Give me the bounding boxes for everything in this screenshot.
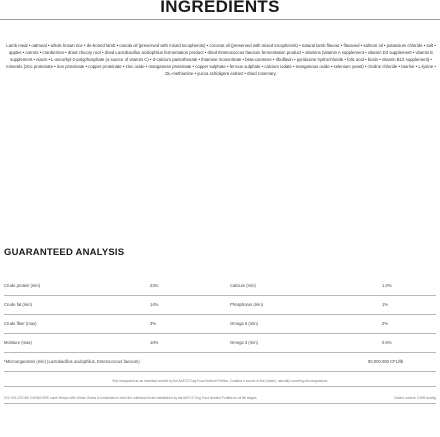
row-divider (4, 314, 436, 315)
nutrient-value: 3% (150, 321, 157, 326)
row-divider (4, 352, 436, 353)
nutrient-name: Omega 6 (min) (230, 321, 258, 326)
row-divider (4, 295, 436, 296)
nutrient-value: 23% (150, 283, 159, 288)
footnote: *Not recognized as an essential nutrient by the AAFCO Dog Food Nutrient Profiles. Contains a source of live (viable), naturally occurring microorganisms. (111, 379, 329, 383)
footnote-divider (4, 386, 436, 387)
nutrient-value: 1% (382, 302, 389, 307)
nutrient-name: Omega 3 (min) (230, 340, 258, 345)
ingredients-list: Lamb meal • oatmeal • whole brown rice • de-boned lamb • canola oil (preserved with mixed tocopherols) • coconut oil (preserved with mixed tocopherols) • natural lamb flavour • flaxseed • salmon oil • potassium chloride • salt • apples • carrots • cranberries • dried chicory root • dried Lactobacillus acidophilus fermentation product • dried Enterococcus faecium fermentation product • vitamins (vitamin A supplement • vitamin D3 supplement • vitamin E supplement • niacin • L-ascorbyl-2-polyphosphate (a source of vitamin C) • d-calcium pantothenate • thiamine mononitrate • beta-carotene • riboflavin • pyridoxine hydrochloride • folic acid • biotin • vitamin B12 supplement) • minerals (zinc proteinate • iron proteinate • copper proteinate • zinc oxide • manganese proteinate • copper sulphate • ferrous sulphate • calcium iodate • manganous oxide • selenium yeast) • choline chloride • taurine • L-lysine • DL-methionine • yucca schidigera extract • dried rosemary. (6, 43, 436, 77)
nutrient-name: Crude fat (min) (4, 302, 32, 307)
table-row (4, 359, 436, 368)
nutrient-name: *Microorganisms (min) (Lactobacillus acidophilus, Enterococcus faecium) (4, 359, 140, 364)
table-row (4, 283, 436, 292)
guaranteed-analysis-title: GUARANTEED ANALYSIS (4, 247, 125, 258)
nutrient-value: 90,000,000 CFU/lb (368, 359, 404, 364)
aafco-statement-text: GO! SOLUTIONS CARNIVORE Lamb Recipe With Whole Grains is formulated to meet the nutritional levels established by the AAFCO Dog Food Nutrient Profiles for all life stages. (4, 396, 258, 400)
row-divider (4, 371, 436, 372)
table-row (4, 302, 436, 311)
nutrient-value: 1.0% (382, 283, 392, 288)
nutrient-name: Crude protein (min) (4, 283, 41, 288)
nutrient-value: 14% (150, 302, 159, 307)
nutrient-name: Moisture (max) (4, 340, 32, 345)
nutrient-value: 0.5% (382, 340, 392, 345)
page-title: INGREDIENTS (160, 0, 280, 16)
title-divider (0, 19, 440, 20)
calorie-content: Calorie content: 3,605 kcal/kg (394, 396, 436, 400)
nutrient-name: Crude fiber (max) (4, 321, 37, 326)
nutrient-value: 2% (382, 321, 389, 326)
nutrient-value: 10% (150, 340, 159, 345)
bottom-divider (4, 403, 436, 404)
nutrient-name: Calcium (min) (230, 283, 256, 288)
aafco-statement (4, 396, 436, 400)
nutrient-name: Phosphorus (min) (230, 302, 264, 307)
row-divider (4, 333, 436, 334)
table-row (4, 321, 436, 330)
table-row (4, 340, 436, 349)
